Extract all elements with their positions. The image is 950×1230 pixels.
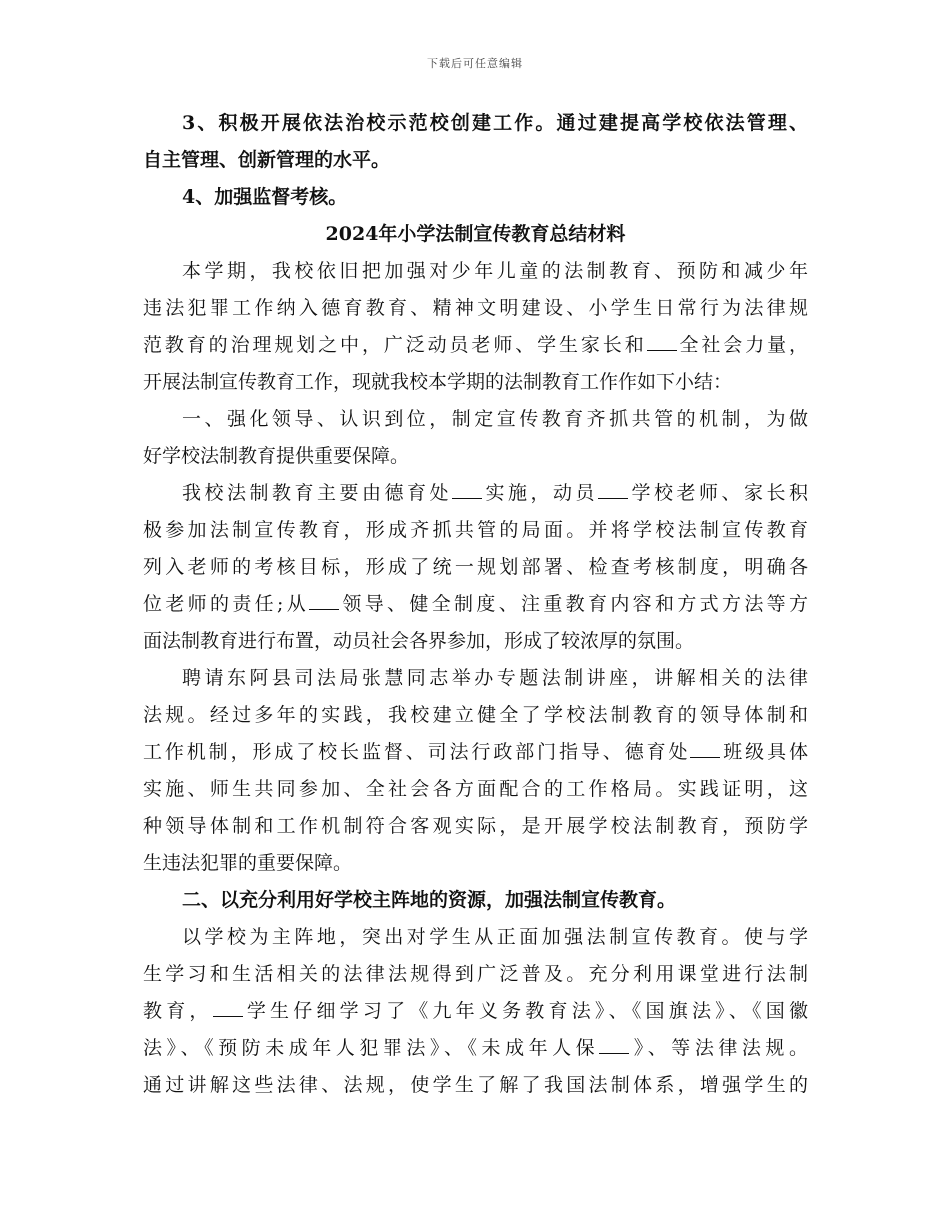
moral-edu-line-5: 面法制教育进行布置，动员社会各界参加，形成了较浓厚的氛围。 — [143, 630, 695, 652]
lecture-line-3: 工作机制，形成了校长监督、司法行政部门指导、德育处 班级具体 — [143, 734, 808, 771]
intro-line-4: 开展法制宣传教育工作，现就我校本学期的法制教育工作作如下小结： — [143, 371, 733, 393]
moral-edu-line-2: 极参加法制宣传教育，形成齐抓共管的局面。并将学校法制宣传教育 — [143, 519, 808, 541]
item-3-line-1: 3、积极开展依法治校示范校创建工作。通过建提高学校依法管理、 — [182, 112, 808, 134]
lecture-line-4: 实施、师生共同参加、全社会各方面配合的工作格局。实践证明，这 — [143, 778, 808, 800]
document-body — [143, 105, 808, 1104]
section-two-heading: 二、以充分利用好学校主阵地的资源，加强法制宣传教育。 — [182, 889, 677, 911]
lecture-line-5: 种领导体制和工作机制符合客观实际，是开展学校法制教育，预防学 — [143, 815, 808, 837]
blank-underline — [690, 735, 720, 758]
lecture-line-6: 生违法犯罪的重要保障。 — [143, 852, 353, 874]
item-4-line: 4、加强监督考核。 — [182, 186, 348, 208]
intro-line-3: 范教育的治理规划之中，广泛动员老师、学生家长和 全社会力量， — [143, 327, 808, 364]
intro-line-2: 违法犯罪工作纳入德育教育、精神文明建设、小学生日常行为法律规 — [143, 297, 808, 319]
item-3-line-2: 自主管理、创新管理的水平。 — [143, 149, 391, 171]
section-one-line-2: 好学校法制教育提供重要保障。 — [143, 445, 410, 467]
moral-edu-line-1: 我校法制教育主要由德育处 实施，动员 学校老师、家长积 — [143, 475, 808, 512]
blank-underline — [213, 994, 243, 1017]
blank-underline — [598, 476, 628, 499]
moral-edu-line-4: 位老师的责任;从 领导、健全制度、注重教育内容和方式方法等方 — [143, 586, 808, 623]
header-note: 下载后可任意编辑 — [427, 57, 523, 70]
blank-underline — [452, 476, 482, 499]
blank-underline — [647, 328, 677, 351]
section-two-line-2: 生学习和生活相关的法律法规得到广泛普及。充分利用课堂进行法制 — [143, 963, 808, 985]
section-two-line-5: 通过讲解这些法律、法规，使学生了解了我国法制体系，增强学生的 — [143, 1074, 808, 1096]
blank-underline — [309, 587, 339, 610]
blank-underline — [599, 1031, 629, 1054]
section-two-line-4: 法》、《预防未成年人犯罪法》、《未成年人保 》、等法律法规。 — [143, 1030, 808, 1067]
document-title: 2024年小学法制宣传教育总结材料 — [325, 223, 626, 245]
section-one-line-1: 一、强化领导、认识到位，制定宣传教育齐抓共管的机制，为做 — [182, 408, 808, 430]
lecture-line-1: 聘请东阿县司法局张慧同志举办专题法制讲座，讲解相关的法律 — [182, 667, 808, 689]
section-two-line-3: 教育， 学生仔细学习了《九年义务教育法》、《国旗法》、《国徽 — [143, 993, 808, 1030]
section-two-line-1: 以学校为主阵地，突出对学生从正面加强法制宣传教育。使与学 — [182, 926, 808, 948]
moral-edu-line-3: 列入老师的考核目标，形成了统一规划部署、检查考核制度，明确各 — [143, 556, 808, 578]
intro-line-1: 本学期，我校依旧把加强对少年儿童的法制教育、预防和减少年 — [182, 260, 808, 282]
lecture-line-2: 法规。经过多年的实践，我校建立健全了学校法制教育的领导体制和 — [143, 704, 808, 726]
